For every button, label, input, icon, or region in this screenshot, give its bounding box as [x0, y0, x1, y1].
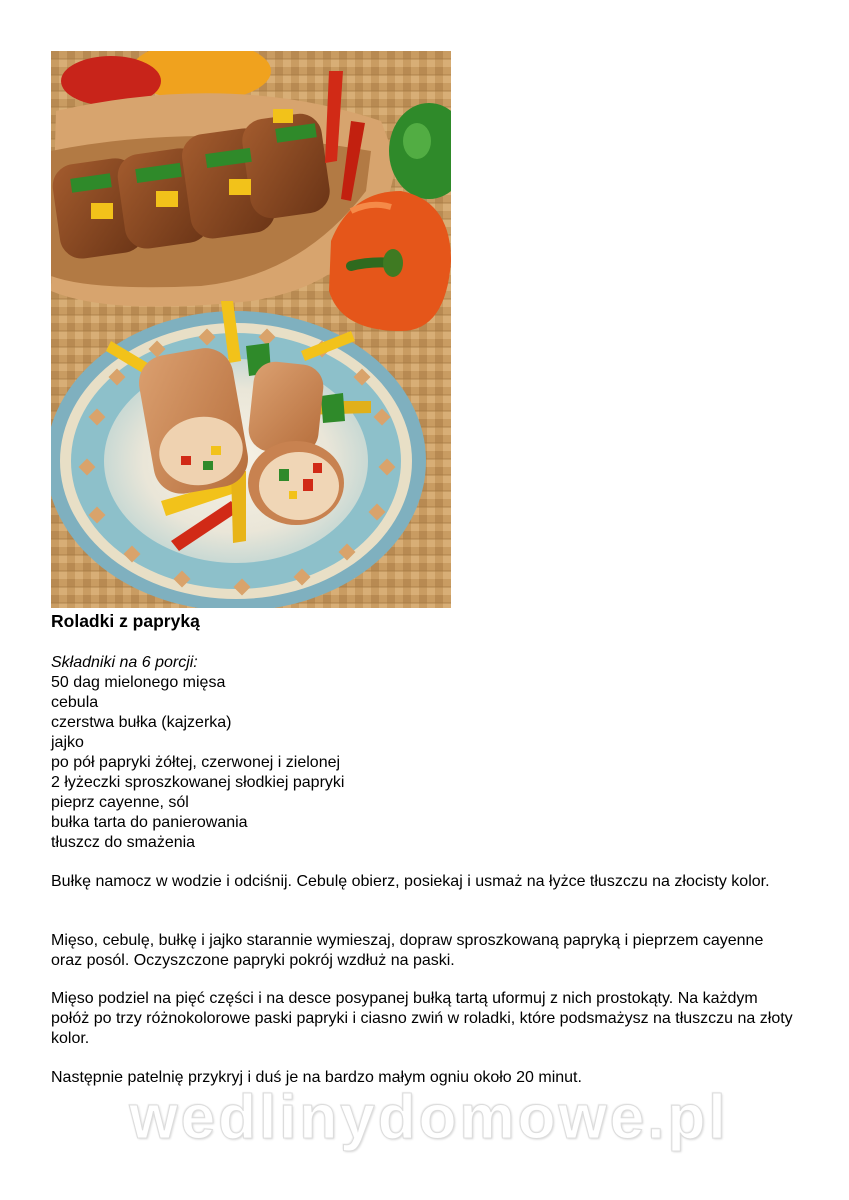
- ingredient-item: tłuszcz do smażenia: [51, 834, 196, 851]
- stuffed-rolls-photo-illustration: [51, 51, 451, 608]
- recipe-photo: [51, 51, 451, 608]
- step-paragraph-2: Mięso, cebulę, bułkę i jajko starannie wymieszaj, dopraw sproszkowaną papryką i pieprzem cayenne oraz posól. Oczyszczone papryki pokrój wzdłuż na paski.: [51, 932, 764, 969]
- step-paragraph-4: Następnie patelnię przykryj i duś je na bardzo małym ogniu około 20 minut.: [51, 1069, 582, 1086]
- ingredient-item: cebula: [51, 694, 99, 711]
- ingredient-item: czerstwa bułka (kajzerka): [51, 714, 232, 731]
- ingredients-heading: Składniki na 6 porcji:: [51, 654, 198, 671]
- step-paragraph-1: Bułkę namocz w wodzie i odciśnij. Cebulę obierz, posiekaj i usmaż na łyżce tłuszczu na złocisty kolor.: [51, 873, 770, 890]
- ingredient-item: 50 dag mielonego mięsa: [51, 674, 226, 691]
- ingredient-item: pieprz cayenne, sól: [51, 794, 189, 811]
- ingredients-section: [51, 653, 344, 853]
- ingredient-item: bułka tarta do panierowania: [51, 814, 248, 831]
- ingredient-item: 2 łyżeczki sproszkowanej słodkiej papryki: [51, 774, 345, 791]
- ingredient-item: po pół papryki żółtej, czerwonej i zielonej: [51, 754, 341, 771]
- step-paragraph-3: Mięso podziel na pięć części i na desce posypanej bułką tartą uformuj z nich prostokąty. Na każdym połóż po trzy różnokolorowe paski papryki i ciasno zwiń w roladki, które podsmażysz na tłuszczu na złoty kolor.: [51, 990, 793, 1047]
- site-watermark: wedlinydomowe.pl: [129, 1083, 729, 1152]
- ingredients-list: [51, 673, 344, 853]
- ingredient-item: jajko: [51, 734, 84, 751]
- recipe-title: Roladki z papryką: [51, 611, 200, 631]
